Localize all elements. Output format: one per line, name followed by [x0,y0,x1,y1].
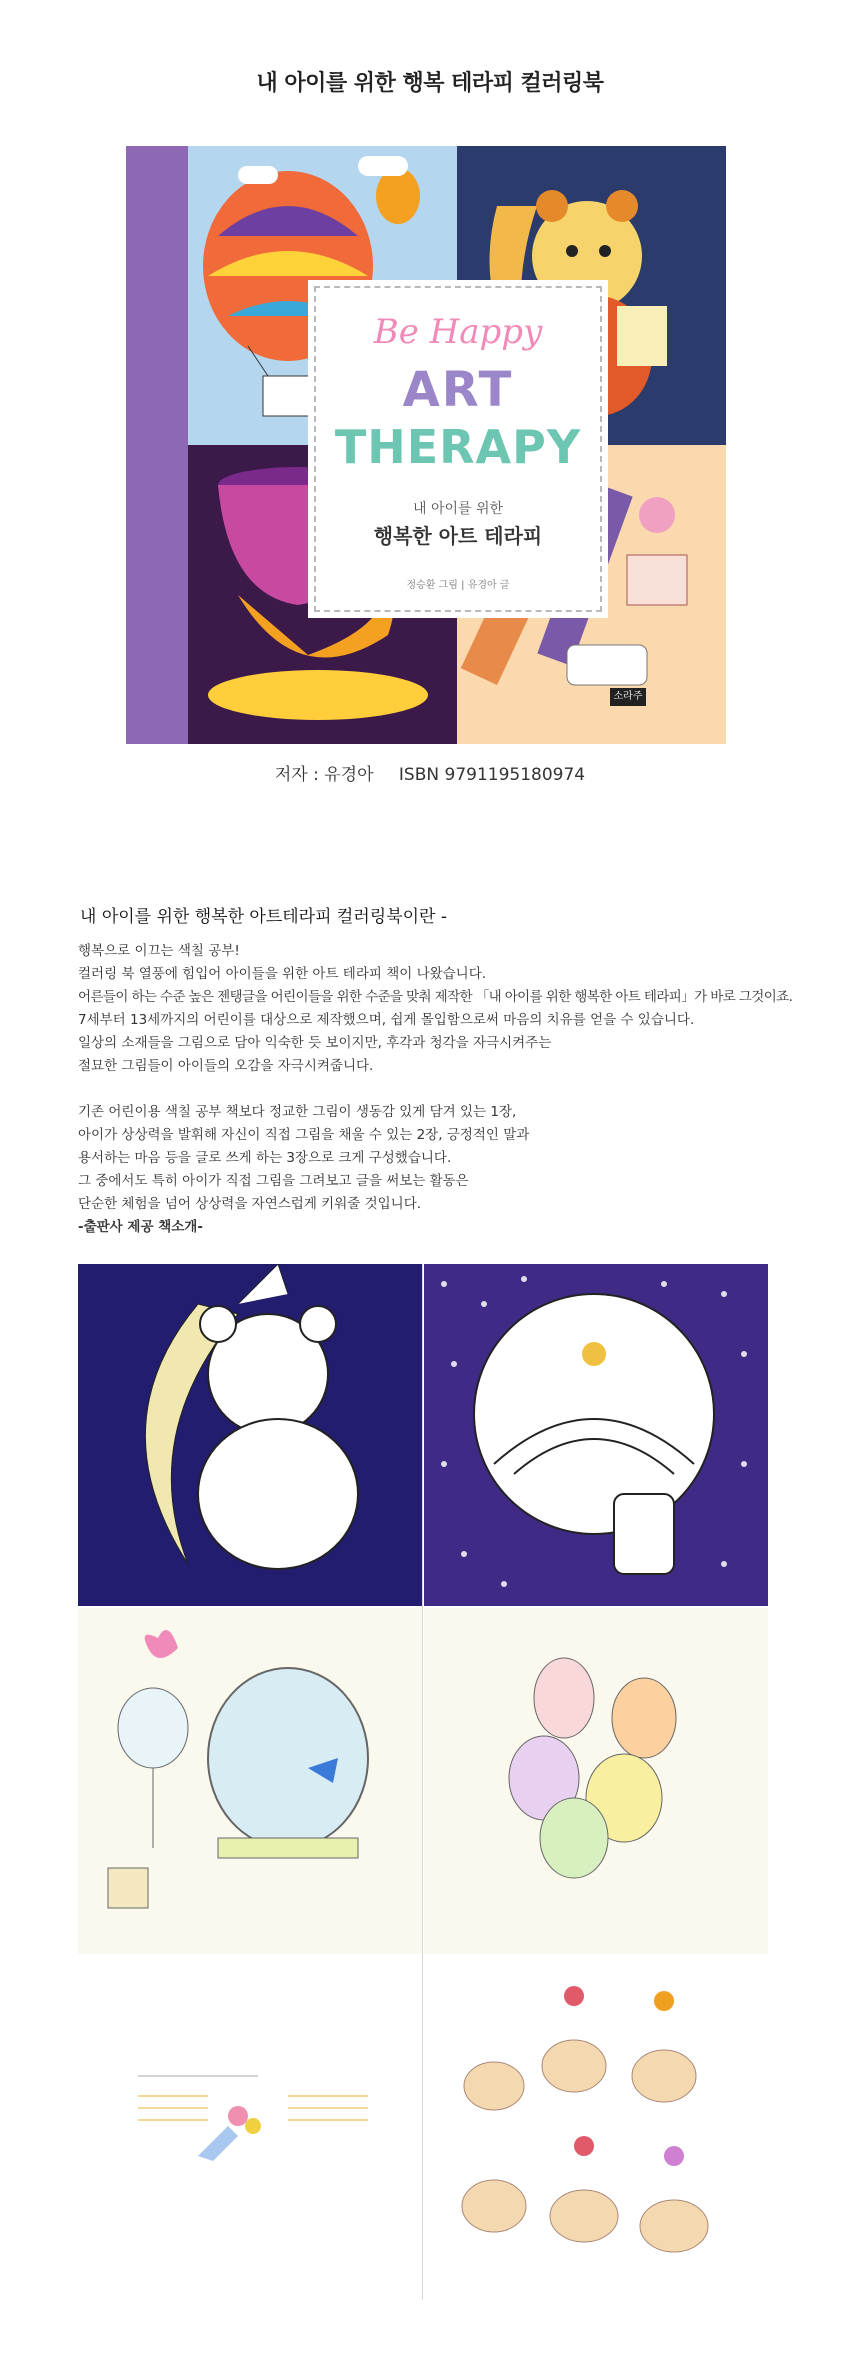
intro-line: 절묘한 그림들이 아이들의 오감을 자극시켜줍니다. [78,1058,374,1074]
cracked-eggs-illustration [424,1608,768,1954]
page-title: 내 아이를 위한 행복 테라피 컬러링북 [256,71,604,96]
intro-line: 그 중에서도 특히 아이가 직접 그림을 그려보고 글을 써보는 활동은 [78,1173,469,1189]
sample-page-writing-bouquet [78,1956,422,2300]
cover-subtitle-line1: 내 아이를 위한 [412,501,504,517]
intro-line: 어른들이 하는 수준 높은 젠탱글을 어린이들을 위한 수준을 맞춰 제작한 「내 아이를 위한 행복한 아트 테라피」가 바로 그것이죠. [78,989,793,1005]
sample-page-bear-moon [78,1264,422,1606]
author-text: 저자 : 유경아 [274,765,374,785]
sample-page-eggs [424,1608,768,1954]
sample-page-fishbowl [78,1608,422,1954]
isbn-text: ISBN 9791195180974 [398,765,586,785]
sample-page-potted-flowers [424,1956,768,2300]
intro-heading: 내 아이를 위한 행복한 아트테라피 컬러링북이란 - [80,907,447,927]
book-meta [0,760,860,785]
cover-spine [126,146,188,744]
bear-on-moon-illustration [78,1264,422,1606]
book-cover-image [126,146,726,744]
intro-line: 7세부터 13세까지의 어린이를 대상으로 제작했으며, 쉽게 몰입함으로써 마음의 치유를 얻을 수 있습니다. [78,1012,695,1028]
fishbowl-illustration [78,1608,422,1954]
sample-pages-gallery [78,1264,768,2300]
cover-subtitle-line2: 행복한 아트 테라피 [373,524,543,548]
cover-credits: 정승환 그림 | 유경아 글 [406,580,510,591]
rainbow-rain-illustration [424,1264,768,1606]
intro-line: 행복으로 이끄는 색칠 공부! [78,943,240,959]
intro-source: -출판사 제공 책소개- [78,1219,203,1235]
publisher-logo: 소라주 [610,688,646,706]
intro-line: 용서하는 마음 등을 글로 쓰게 하는 3장으로 크게 구성했습니다. [78,1150,452,1166]
bouquet-writing-illustration [78,1956,422,2300]
intro-body [78,940,848,1239]
sample-page-rainbow-rain [424,1264,768,1606]
cover-title-card [314,286,602,612]
intro-line: 일상의 소재들을 그림으로 담아 익숙한 듯 보이지만, 후각과 청각을 자극시켜주는 [78,1035,552,1051]
intro-line: 컬러링 북 열풍에 힘입어 아이들을 위한 아트 테라피 책이 나왔습니다. [78,966,487,982]
intro-line: 기존 어린이용 색칠 공부 책보다 정교한 그림이 생동감 있게 담겨 있는 1장, [78,1104,517,1120]
intro-line: 단순한 체험을 넘어 상상력을 자연스럽게 키워줄 것입니다. [78,1196,422,1212]
gallery-divider [422,1264,423,2300]
cover-title-art: ART [402,362,514,418]
cover-title-be-happy: Be Happy [373,312,543,352]
intro-line: 아이가 상상력을 발휘해 자신이 직접 그림을 채울 수 있는 2장, 긍정적인 말과 [78,1127,530,1143]
cover-title-therapy: THERAPY [334,420,582,474]
potted-flowers-illustration [424,1956,768,2300]
